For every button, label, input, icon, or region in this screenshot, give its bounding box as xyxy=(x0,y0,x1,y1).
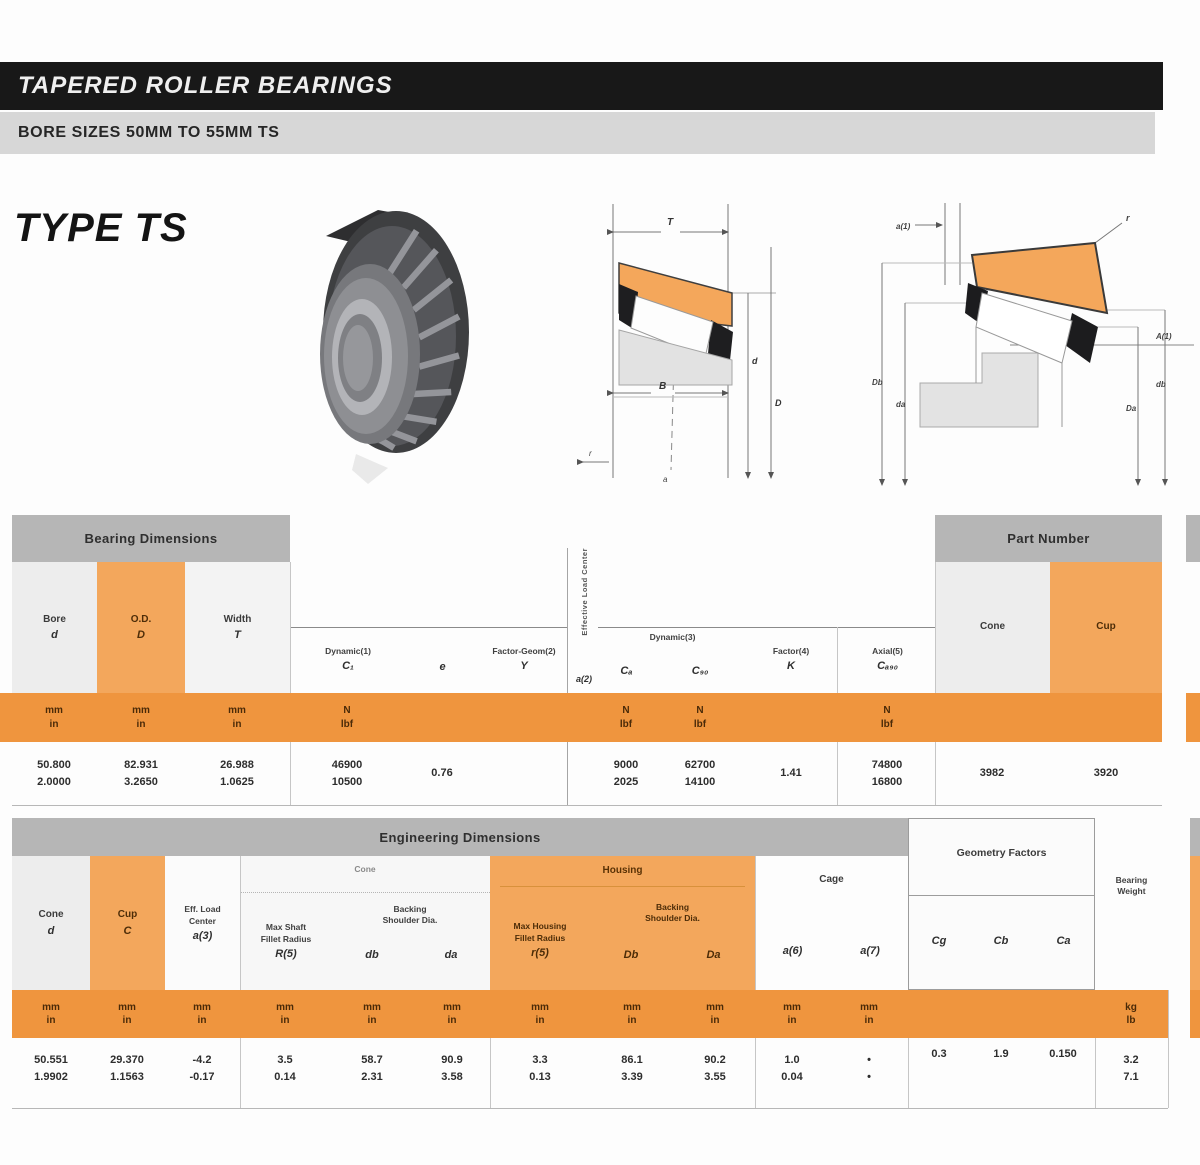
t2-unit-cage1-in: in xyxy=(787,1015,797,1026)
t2-housing-group-label-cell xyxy=(490,862,755,880)
t2-unit-db-mm: mm xyxy=(363,1001,381,1013)
t2-sym-cage2: a(7) xyxy=(860,944,880,957)
t1-unit-ca-n: N xyxy=(622,705,630,716)
t2-cone-group-divider xyxy=(240,892,490,893)
diagram1-label-d: d xyxy=(752,356,758,366)
t1-col-od xyxy=(97,562,185,693)
t2-unit-rs-in: in xyxy=(280,1015,290,1026)
t2-val-db xyxy=(337,1040,407,1098)
t1-cone-pn: 3982 xyxy=(979,767,1005,780)
t2-val-cage1 xyxy=(757,1040,827,1098)
t1-ca90-label: Axial(5) xyxy=(872,645,903,656)
t2-unit-db-in: in xyxy=(367,1015,377,1026)
subtitle-band xyxy=(0,112,1155,154)
diagram1-label-B: B xyxy=(659,381,667,392)
t1-col-cup xyxy=(1050,562,1162,693)
t2-sym-Da: Da xyxy=(706,948,721,961)
t2-rh-mm: 3.3 xyxy=(532,1053,548,1066)
t2-Db-mm: 86.1 xyxy=(621,1053,643,1066)
t1-bracket-right xyxy=(598,627,935,628)
t1-col-bore xyxy=(12,562,97,693)
t1-ca90-sym: Cₐ₉₀ xyxy=(877,660,898,673)
t1-unit-ca90-n: N xyxy=(883,705,891,716)
t1-od-in: 3.2650 xyxy=(124,776,158,788)
t2-unit-cone xyxy=(23,992,79,1036)
t1-bracket-left xyxy=(290,627,568,628)
t1-part-number-header xyxy=(935,515,1162,562)
t2-rs-in: 0.14 xyxy=(274,1071,296,1083)
t2-unit-row-sliver xyxy=(1190,990,1200,1038)
t2-backing-l2: Shoulder Dia. xyxy=(382,915,438,925)
t1-c1-sym: C₁ xyxy=(342,660,354,673)
t2-cg-val: 0.3 xyxy=(931,1048,947,1061)
t2-sym-cage1: a(6) xyxy=(782,944,803,957)
t1-vline-1 xyxy=(290,562,291,805)
t2-cup-in: 1.1563 xyxy=(110,1071,144,1083)
t2-cone-label: Cone xyxy=(38,909,64,921)
t2-Db-in: 3.39 xyxy=(621,1071,643,1083)
t2-geometry-header-text: Geometry Factors xyxy=(956,847,1047,860)
t1-width-sym: T xyxy=(234,629,241,642)
t2-unit-da-mm: mm xyxy=(443,1001,461,1013)
t1-y-label: Factor-Geom(2) xyxy=(492,645,556,656)
t2-eff-l1: Eff. Load xyxy=(184,904,221,915)
t1-ca90-n: 74800 xyxy=(871,758,903,771)
t2-col-shaft-fillet xyxy=(242,898,330,984)
t2-sym-cb: Cb xyxy=(993,934,1009,947)
t1-col-width xyxy=(185,562,290,693)
t2-val-weight xyxy=(1096,1040,1166,1098)
diagram2-label-a1: a(1) xyxy=(896,222,911,231)
t2-sym-da: da xyxy=(444,948,458,961)
t1-od-sym: D xyxy=(137,629,145,642)
t2-rs-mm: 3.5 xyxy=(277,1053,293,1066)
t2-eff-sym: a(3) xyxy=(192,929,213,942)
bearing-highlight xyxy=(352,454,388,484)
t2-unit-rh xyxy=(512,992,568,1036)
diagram2-label-db: db xyxy=(1156,380,1166,389)
t2-bottom-border xyxy=(12,1108,1168,1109)
t2-vline-1 xyxy=(240,856,241,1108)
t2-val-cage2 xyxy=(834,1040,904,1098)
t2-unit-da-in: in xyxy=(447,1015,457,1026)
t1-width-in: 1.0625 xyxy=(220,776,254,788)
t2-unit-cage2-mm: mm xyxy=(860,1001,878,1013)
t2-cage1-in: 0.04 xyxy=(781,1071,803,1083)
t2-sym-cb-cell xyxy=(970,924,1032,954)
t1-unit-od-mm: mm xyxy=(132,705,150,716)
t1-val-ca xyxy=(588,746,664,802)
t1-od-mm: 82.931 xyxy=(124,758,158,771)
t1-val-cup xyxy=(1068,746,1144,802)
t2-val-cone xyxy=(16,1040,86,1098)
diagram2-housing xyxy=(920,353,1038,427)
t1-unit-ca90-lbf: lbf xyxy=(880,718,894,730)
t2-wt-kg: 3.2 xyxy=(1123,1053,1139,1066)
t2-rh-sym: r(5) xyxy=(531,946,549,959)
t2-val-Da xyxy=(680,1040,750,1098)
t2-rs-sym: R(5) xyxy=(275,947,297,960)
t2-engineering-header-text: Engineering Dimensions xyxy=(379,829,541,845)
t1-width-label: Width xyxy=(223,613,252,625)
t2-cone-group-label-cell xyxy=(240,862,490,878)
section-diagram xyxy=(543,192,801,490)
t2-wt-lb: 7.1 xyxy=(1123,1071,1139,1083)
t1-val-c1 xyxy=(309,746,385,802)
t1-unit-ca-lbf: lbf xyxy=(619,718,633,730)
t2-cup-label: Cup xyxy=(117,909,138,921)
t2-geometry-header-cell xyxy=(908,824,1095,884)
t1-ca90-lbf: 16800 xyxy=(871,776,903,788)
t1-val-ca90 xyxy=(849,746,925,802)
t2-unit-cup-mm: mm xyxy=(118,1001,136,1013)
t2-ca-val: 0.150 xyxy=(1049,1048,1077,1061)
t2-sym-Db-cell xyxy=(590,940,672,966)
t1-k-sym: K xyxy=(787,660,795,673)
t2-unit-weight-lb: lb xyxy=(1126,1015,1136,1026)
t1-sym-c90: C₉₀ xyxy=(691,664,709,677)
t2-val-da xyxy=(417,1040,487,1098)
page-title: TAPERED ROLLER BEARINGS xyxy=(18,72,393,99)
t2-val-cup xyxy=(92,1040,162,1098)
t2-housing-group-label: Housing xyxy=(602,864,643,876)
t2-sym-cage1-cell xyxy=(755,936,830,962)
t2-sym-cg: Cg xyxy=(931,934,947,947)
diagram2-label-A: A(1) xyxy=(1156,332,1172,341)
bearing-bore-deep xyxy=(343,325,373,391)
t1-part-number-header-text: Part Number xyxy=(1007,531,1090,546)
t1-unit-width xyxy=(207,695,267,740)
t1-dimensions-header xyxy=(12,515,290,562)
bearing-photo xyxy=(296,202,476,490)
t1-unit-row-sliver xyxy=(1186,693,1200,742)
t2-unit-Db-mm: mm xyxy=(623,1001,641,1013)
t2-unit-cone-mm: mm xyxy=(42,1001,60,1013)
diagram1-label-a: a xyxy=(663,475,668,484)
t2-cone-group-label: Cone xyxy=(354,864,376,875)
t2-sym-Da-cell xyxy=(672,940,755,966)
t2-cup-mm: 29.370 xyxy=(110,1053,144,1066)
t1-e-val: 0.76 xyxy=(431,767,453,780)
t2-cage2-in: • xyxy=(867,1071,871,1083)
t1-col-e xyxy=(405,642,480,688)
t2-cage1-mm: 1.0 xyxy=(784,1053,800,1066)
t1-sym-ca-cell xyxy=(598,650,655,688)
t2-rs-l2: Fillet Radius xyxy=(260,933,312,944)
t2-col-eff xyxy=(165,856,240,990)
t2-rh-l1: Max Housing xyxy=(513,921,567,932)
t1-grp-dynamic3 xyxy=(600,629,745,647)
diagram1-label-D: D xyxy=(775,398,782,408)
t1-cup-pn: 3920 xyxy=(1093,767,1119,780)
t2-unit-Db xyxy=(604,992,660,1036)
t2-unit-rs xyxy=(257,992,313,1036)
t1-rotated-divider xyxy=(567,548,568,805)
t1-unit-c1 xyxy=(317,695,377,740)
t1-bore-in: 2.0000 xyxy=(37,776,71,788)
t2-engineering-header xyxy=(12,818,908,856)
t2-Da-mm: 90.2 xyxy=(704,1053,726,1066)
t2-unit-weight-kg: kg xyxy=(1125,1001,1137,1013)
t2-eff-in: -0.17 xyxy=(189,1071,215,1083)
t2-val-ca xyxy=(1035,1044,1091,1066)
t2-cup-backing-label xyxy=(590,896,755,930)
t2-sym-cg-cell xyxy=(908,924,970,954)
t1-unit-width-mm: mm xyxy=(228,705,246,716)
t2-val-cg xyxy=(911,1044,967,1066)
t2-cb-val: 1.9 xyxy=(993,1048,1009,1061)
t1-val-cone xyxy=(954,746,1030,802)
t2-unit-eff-mm: mm xyxy=(193,1001,211,1013)
t2-cup-sym: C xyxy=(123,924,132,937)
t2-cone-mm: 50.551 xyxy=(34,1053,68,1066)
t2-unit-Db-in: in xyxy=(627,1015,637,1026)
t2-val-Db xyxy=(597,1040,667,1098)
t1-unit-c90-n: N xyxy=(696,705,704,716)
t2-colhdr-sliver xyxy=(1190,856,1200,990)
t2-da-in: 3.58 xyxy=(441,1071,463,1083)
t1-load-center-label: Effective Load Center xyxy=(579,548,589,636)
t2-rs-l1: Max Shaft xyxy=(265,922,307,933)
t1-val-c90 xyxy=(662,746,738,802)
t2-backing2-l2: Shoulder Dia. xyxy=(645,913,700,923)
t2-unit-db xyxy=(344,992,400,1036)
diagram2-label-Da: Da xyxy=(1126,404,1137,413)
t2-unit-eff xyxy=(174,992,230,1036)
t1-e-sym: e xyxy=(439,660,446,673)
t1-unit-ca xyxy=(596,695,656,740)
t1-load-center-sym-cell xyxy=(570,666,598,688)
t1-col-c1 xyxy=(292,630,404,688)
t1-unit-od-in: in xyxy=(136,718,146,730)
t2-housing-divider xyxy=(500,886,745,887)
t2-sym-cage2-cell xyxy=(832,936,908,962)
page-subtitle: BORE SIZES 50MM TO 55MM TS xyxy=(18,124,280,141)
t2-rh-in: 0.13 xyxy=(529,1071,551,1083)
t2-unit-cage1-mm: mm xyxy=(783,1001,801,1013)
t1-val-k xyxy=(753,746,829,802)
t2-unit-da xyxy=(424,992,480,1036)
t1-col-cone xyxy=(935,562,1050,693)
t2-cone-in: 1.9902 xyxy=(34,1071,68,1083)
t1-cup-label: Cup xyxy=(1096,621,1116,633)
title-bar xyxy=(0,62,1163,110)
t1-val-e xyxy=(404,746,480,802)
t2-col-housing-fillet xyxy=(492,896,588,984)
t1-unit-ca90 xyxy=(857,695,917,740)
t2-sym-db: db xyxy=(365,948,379,961)
t2-header-sliver xyxy=(1190,818,1200,856)
t2-eff-mm: -4.2 xyxy=(192,1053,212,1066)
t1-col-load-center xyxy=(570,548,598,668)
t1-unit-bore xyxy=(24,695,84,740)
t1-val-width xyxy=(199,746,275,802)
t2-cage-group-label-cell xyxy=(755,870,908,890)
type-heading: TYPE TS xyxy=(14,206,188,250)
t2-vline-3 xyxy=(755,856,756,1108)
t1-bottom-border xyxy=(12,805,1162,806)
t2-sym-db-cell xyxy=(332,940,412,966)
t1-width-mm: 26.988 xyxy=(220,758,254,771)
t1-col-k xyxy=(745,630,837,688)
t2-unit-eff-in: in xyxy=(197,1015,207,1026)
t1-c90-n: 62700 xyxy=(684,758,716,771)
t1-bore-mm: 50.800 xyxy=(37,758,71,771)
diagram2-label-Db: Db xyxy=(872,378,883,387)
t1-c90-lbf: 14100 xyxy=(684,776,716,788)
t1-bore-sym: d xyxy=(51,629,58,642)
t1-unit-od xyxy=(111,695,171,740)
t1-unit-c90 xyxy=(670,695,730,740)
t1-sym-ca: Cₐ xyxy=(620,664,633,677)
t2-sym-ca2: Ca xyxy=(1056,934,1071,947)
t2-unit-weight xyxy=(1103,992,1159,1036)
t2-Da-in: 3.55 xyxy=(704,1071,726,1083)
t1-k-label: Factor(4) xyxy=(772,645,810,656)
t2-unit-cage2-in: in xyxy=(864,1015,874,1026)
t2-unit-cup xyxy=(99,992,155,1036)
t1-load-center-sym: a(2) xyxy=(575,673,592,684)
diagram2-label-da: da xyxy=(896,400,906,409)
t2-weight-header xyxy=(1095,865,1168,907)
t1-val-od xyxy=(103,746,179,802)
t2-val-rs xyxy=(250,1040,320,1098)
t2-db-in: 2.31 xyxy=(361,1071,383,1083)
t1-val-bore xyxy=(16,746,92,802)
t2-weight-l1: Bearing xyxy=(1115,874,1148,885)
t1-y-sym: Y xyxy=(520,660,528,673)
t1-ca-n: 9000 xyxy=(613,758,639,771)
diagram1-label-r: r xyxy=(589,449,592,458)
t2-cone-sym: d xyxy=(47,924,55,937)
t2-unit-cage2 xyxy=(841,992,897,1036)
t1-k-val: 1.41 xyxy=(780,767,802,780)
t1-unit-bore-in: in xyxy=(49,718,59,730)
t1-vline-3 xyxy=(935,562,936,805)
mounting-diagram xyxy=(860,195,1200,500)
t2-rh-l2: Fillet Radius xyxy=(514,932,566,943)
t2-col-cup xyxy=(90,856,165,990)
t1-od-label: O.D. xyxy=(130,613,152,625)
t1-dimensions-header-text: Bearing Dimensions xyxy=(84,531,218,546)
t2-da-mm: 90.9 xyxy=(441,1053,463,1066)
t2-geometry-divider xyxy=(908,895,1095,896)
t1-unit-bore-mm: mm xyxy=(45,705,63,716)
t2-db-mm: 58.7 xyxy=(361,1053,383,1066)
t2-unit-cone-in: in xyxy=(46,1015,56,1026)
t2-unit-rs-mm: mm xyxy=(276,1001,294,1013)
t2-val-rh xyxy=(505,1040,575,1098)
t2-eff-l2: Center xyxy=(189,915,216,926)
t1-unit-c1-n: N xyxy=(343,705,351,716)
t2-unit-Da-mm: mm xyxy=(706,1001,724,1013)
t1-cone-label: Cone xyxy=(980,621,1005,633)
t1-unit-row xyxy=(0,693,1162,742)
t2-val-cb xyxy=(973,1044,1029,1066)
diagram1-label-T: T xyxy=(667,217,674,228)
t2-unit-Da-in: in xyxy=(710,1015,720,1026)
t2-unit-rh-in: in xyxy=(535,1015,545,1026)
t1-unit-c90-lbf: lbf xyxy=(693,718,707,730)
t1-col-y xyxy=(480,630,568,688)
t2-cage-group-label: Cage xyxy=(819,873,844,885)
t2-backing-l1: Backing xyxy=(393,903,427,914)
t1-unit-width-in: in xyxy=(232,718,242,730)
t1-c1-lbf: 10500 xyxy=(331,776,363,788)
t1-ca-lbf: 2025 xyxy=(613,776,639,788)
t1-col-ca90 xyxy=(840,630,935,688)
t1-unit-c1-lbf: lbf xyxy=(340,718,354,730)
t2-val-eff xyxy=(167,1040,237,1098)
t2-unit-cage1 xyxy=(764,992,820,1036)
t2-vline-6 xyxy=(1168,990,1169,1108)
t2-unit-rh-mm: mm xyxy=(531,1001,549,1013)
t2-backing2-l1: Backing xyxy=(655,901,690,912)
t2-col-cone xyxy=(12,856,90,990)
t2-sym-ca-cell xyxy=(1032,924,1095,954)
t2-weight-l2: Weight xyxy=(1117,886,1146,896)
t2-sym-da-cell xyxy=(412,940,490,966)
t1-c1-n: 46900 xyxy=(331,758,363,771)
t1-c1-label: Dynamic(1) xyxy=(325,645,371,656)
t1-sym-c90-cell xyxy=(655,650,745,688)
t2-cone-backing-label xyxy=(332,898,488,932)
t2-unit-Da xyxy=(687,992,743,1036)
t1-header-sliver xyxy=(1186,515,1200,562)
diagram2-label-r: r xyxy=(1126,213,1130,223)
t1-dynamic3-label: Dynamic(3) xyxy=(649,632,696,643)
t1-bore-label: Bore xyxy=(43,613,66,625)
t2-unit-cup-in: in xyxy=(122,1015,132,1026)
t2-sym-Db: Db xyxy=(623,948,639,961)
t2-cage2-mm: • xyxy=(867,1053,871,1066)
